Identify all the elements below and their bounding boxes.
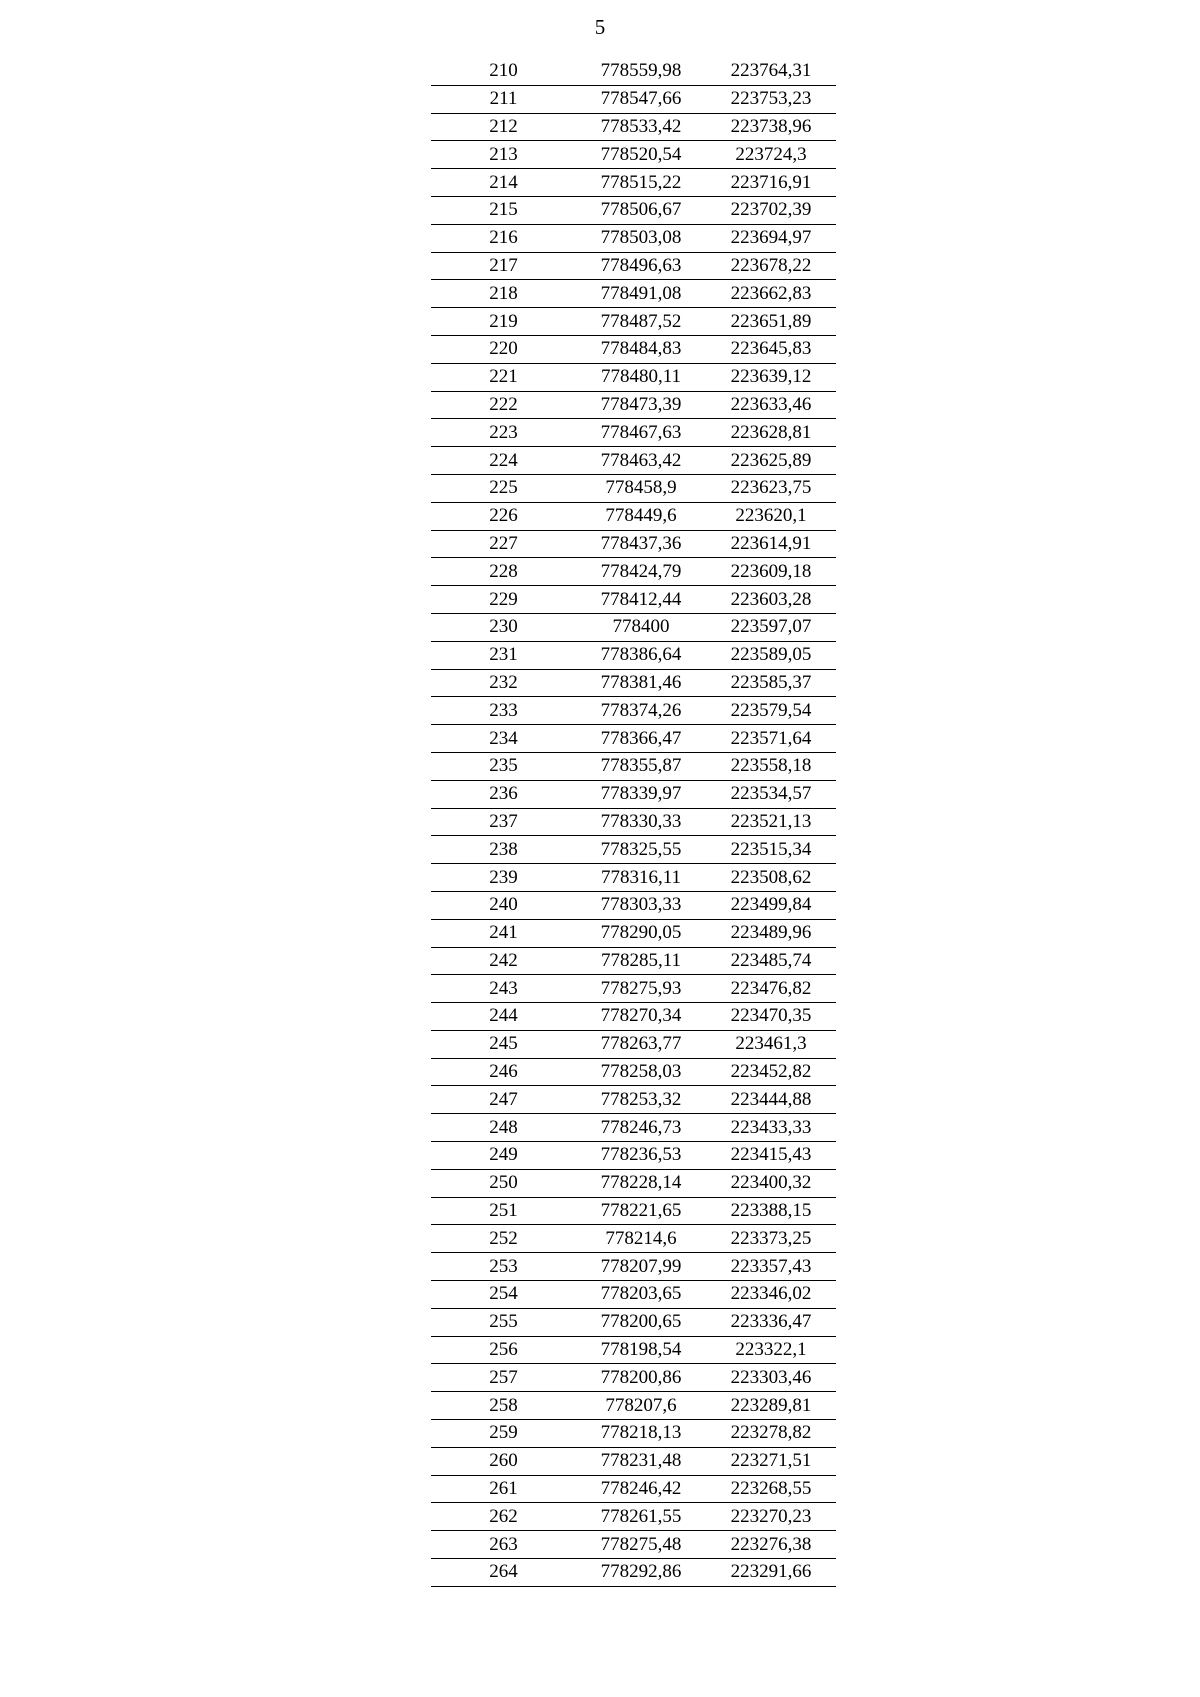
x-coordinate-cell: 778339,97 — [576, 780, 706, 808]
table-row — [431, 1336, 836, 1364]
point-number-cell: 257 — [431, 1364, 576, 1392]
table-row — [431, 1058, 836, 1086]
page-number: 5 — [594, 15, 606, 39]
y-coordinate-cell: 223738,96 — [706, 113, 836, 141]
table-row — [431, 363, 836, 391]
y-coordinate-cell: 223271,51 — [706, 1447, 836, 1475]
x-coordinate-cell: 778437,36 — [576, 530, 706, 558]
table-row — [431, 1030, 836, 1058]
point-number-cell: 255 — [431, 1308, 576, 1336]
x-coordinate-cell: 778198,54 — [576, 1336, 706, 1364]
table-row — [431, 1420, 836, 1448]
point-number-cell: 217 — [431, 252, 576, 280]
table-row — [431, 502, 836, 530]
y-coordinate-cell: 223639,12 — [706, 363, 836, 391]
table-row — [431, 1225, 836, 1253]
y-coordinate-cell: 223444,88 — [706, 1086, 836, 1114]
point-number-cell: 220 — [431, 335, 576, 363]
x-coordinate-cell: 778484,83 — [576, 335, 706, 363]
table-row — [431, 280, 836, 308]
x-coordinate-cell: 778424,79 — [576, 558, 706, 586]
x-coordinate-cell: 778200,86 — [576, 1364, 706, 1392]
x-coordinate-cell: 778325,55 — [576, 836, 706, 864]
point-number-cell: 254 — [431, 1281, 576, 1309]
x-coordinate-cell: 778285,11 — [576, 947, 706, 975]
point-number-cell: 234 — [431, 725, 576, 753]
x-coordinate-cell: 778515,22 — [576, 169, 706, 197]
x-coordinate-cell: 778386,64 — [576, 641, 706, 669]
point-number-cell: 223 — [431, 419, 576, 447]
x-coordinate-cell: 778496,63 — [576, 252, 706, 280]
x-coordinate-cell: 778261,55 — [576, 1503, 706, 1531]
table-row — [431, 1253, 836, 1281]
y-coordinate-cell: 223461,3 — [706, 1030, 836, 1058]
table-row — [431, 1559, 836, 1587]
y-coordinate-cell: 223623,75 — [706, 474, 836, 502]
table-row — [431, 752, 836, 780]
y-coordinate-cell: 223278,82 — [706, 1420, 836, 1448]
point-number-cell: 221 — [431, 363, 576, 391]
x-coordinate-cell: 778316,11 — [576, 864, 706, 892]
table-row — [431, 1086, 836, 1114]
y-coordinate-cell: 223433,33 — [706, 1114, 836, 1142]
point-number-cell: 247 — [431, 1086, 576, 1114]
x-coordinate-cell: 778503,08 — [576, 224, 706, 252]
table-row — [431, 391, 836, 419]
table-row — [431, 669, 836, 697]
y-coordinate-cell: 223357,43 — [706, 1253, 836, 1281]
y-coordinate-cell: 223270,23 — [706, 1503, 836, 1531]
x-coordinate-cell: 778207,6 — [576, 1392, 706, 1420]
y-coordinate-cell: 223499,84 — [706, 891, 836, 919]
y-coordinate-cell: 223346,02 — [706, 1281, 836, 1309]
table-row — [431, 474, 836, 502]
point-number-cell: 219 — [431, 308, 576, 336]
y-coordinate-cell: 223651,89 — [706, 308, 836, 336]
y-coordinate-cell: 223625,89 — [706, 447, 836, 475]
point-number-cell: 250 — [431, 1169, 576, 1197]
y-coordinate-cell: 223336,47 — [706, 1308, 836, 1336]
x-coordinate-cell: 778458,9 — [576, 474, 706, 502]
point-number-cell: 256 — [431, 1336, 576, 1364]
point-number-cell: 210 — [431, 58, 576, 85]
y-coordinate-cell: 223291,66 — [706, 1559, 836, 1587]
table-row — [431, 196, 836, 224]
point-number-cell: 258 — [431, 1392, 576, 1420]
x-coordinate-cell: 778559,98 — [576, 58, 706, 85]
y-coordinate-cell: 223716,91 — [706, 169, 836, 197]
point-number-cell: 264 — [431, 1559, 576, 1587]
table-row — [431, 335, 836, 363]
table-row — [431, 1308, 836, 1336]
point-number-cell: 222 — [431, 391, 576, 419]
y-coordinate-cell: 223614,91 — [706, 530, 836, 558]
x-coordinate-cell: 778303,33 — [576, 891, 706, 919]
x-coordinate-cell: 778374,26 — [576, 697, 706, 725]
point-number-cell: 252 — [431, 1225, 576, 1253]
coordinates-table-body — [431, 58, 836, 1586]
point-number-cell: 242 — [431, 947, 576, 975]
table-row — [431, 1281, 836, 1309]
point-number-cell: 238 — [431, 836, 576, 864]
x-coordinate-cell: 778263,77 — [576, 1030, 706, 1058]
x-coordinate-cell: 778290,05 — [576, 919, 706, 947]
x-coordinate-cell: 778203,65 — [576, 1281, 706, 1309]
point-number-cell: 231 — [431, 641, 576, 669]
point-number-cell: 211 — [431, 85, 576, 113]
point-number-cell: 244 — [431, 1003, 576, 1031]
point-number-cell: 230 — [431, 613, 576, 641]
y-coordinate-cell: 223724,3 — [706, 141, 836, 169]
x-coordinate-cell: 778207,99 — [576, 1253, 706, 1281]
point-number-cell: 237 — [431, 808, 576, 836]
x-coordinate-cell: 778236,53 — [576, 1142, 706, 1170]
x-coordinate-cell: 778480,11 — [576, 363, 706, 391]
y-coordinate-cell: 223753,23 — [706, 85, 836, 113]
table-row — [431, 558, 836, 586]
table-row — [431, 1003, 836, 1031]
point-number-cell: 259 — [431, 1420, 576, 1448]
table-row — [431, 1475, 836, 1503]
y-coordinate-cell: 223589,05 — [706, 641, 836, 669]
point-number-cell: 216 — [431, 224, 576, 252]
point-number-cell: 262 — [431, 1503, 576, 1531]
table-row — [431, 1197, 836, 1225]
x-coordinate-cell: 778221,65 — [576, 1197, 706, 1225]
table-row — [431, 891, 836, 919]
point-number-cell: 253 — [431, 1253, 576, 1281]
y-coordinate-cell: 223558,18 — [706, 752, 836, 780]
point-number-cell: 251 — [431, 1197, 576, 1225]
table-row — [431, 169, 836, 197]
table-row — [431, 586, 836, 614]
table-row — [431, 224, 836, 252]
y-coordinate-cell: 223452,82 — [706, 1058, 836, 1086]
point-number-cell: 235 — [431, 752, 576, 780]
y-coordinate-cell: 223470,35 — [706, 1003, 836, 1031]
x-coordinate-cell: 778487,52 — [576, 308, 706, 336]
point-number-cell: 228 — [431, 558, 576, 586]
y-coordinate-cell: 223508,62 — [706, 864, 836, 892]
table-row — [431, 1392, 836, 1420]
table-row — [431, 1531, 836, 1559]
x-coordinate-cell: 778400 — [576, 613, 706, 641]
table-row — [431, 1142, 836, 1170]
point-number-cell: 236 — [431, 780, 576, 808]
table-row — [431, 1503, 836, 1531]
point-number-cell: 226 — [431, 502, 576, 530]
x-coordinate-cell: 778533,42 — [576, 113, 706, 141]
table-row — [431, 836, 836, 864]
x-coordinate-cell: 778412,44 — [576, 586, 706, 614]
table-row — [431, 85, 836, 113]
x-coordinate-cell: 778228,14 — [576, 1169, 706, 1197]
y-coordinate-cell: 223702,39 — [706, 196, 836, 224]
table-row — [431, 1364, 836, 1392]
point-number-cell: 260 — [431, 1447, 576, 1475]
y-coordinate-cell: 223633,46 — [706, 391, 836, 419]
table-row — [431, 725, 836, 753]
point-number-cell: 227 — [431, 530, 576, 558]
table-row — [431, 252, 836, 280]
table-row — [431, 613, 836, 641]
y-coordinate-cell: 223571,64 — [706, 725, 836, 753]
table-row — [431, 447, 836, 475]
point-number-cell: 245 — [431, 1030, 576, 1058]
table-row — [431, 808, 836, 836]
x-coordinate-cell: 778520,54 — [576, 141, 706, 169]
x-coordinate-cell: 778231,48 — [576, 1447, 706, 1475]
table-row — [431, 864, 836, 892]
y-coordinate-cell: 223289,81 — [706, 1392, 836, 1420]
table-row — [431, 641, 836, 669]
x-coordinate-cell: 778246,73 — [576, 1114, 706, 1142]
table-row — [431, 697, 836, 725]
y-coordinate-cell: 223489,96 — [706, 919, 836, 947]
x-coordinate-cell: 778355,87 — [576, 752, 706, 780]
point-number-cell: 212 — [431, 113, 576, 141]
x-coordinate-cell: 778473,39 — [576, 391, 706, 419]
point-number-cell: 224 — [431, 447, 576, 475]
y-coordinate-cell: 223662,83 — [706, 280, 836, 308]
point-number-cell: 225 — [431, 474, 576, 502]
x-coordinate-cell: 778467,63 — [576, 419, 706, 447]
table-row — [431, 308, 836, 336]
point-number-cell: 213 — [431, 141, 576, 169]
x-coordinate-cell: 778330,33 — [576, 808, 706, 836]
y-coordinate-cell: 223603,28 — [706, 586, 836, 614]
y-coordinate-cell: 223400,32 — [706, 1169, 836, 1197]
point-number-cell: 248 — [431, 1114, 576, 1142]
x-coordinate-cell: 778547,66 — [576, 85, 706, 113]
x-coordinate-cell: 778275,48 — [576, 1531, 706, 1559]
x-coordinate-cell: 778214,6 — [576, 1225, 706, 1253]
x-coordinate-cell: 778449,6 — [576, 502, 706, 530]
x-coordinate-cell: 778270,34 — [576, 1003, 706, 1031]
y-coordinate-cell: 223515,34 — [706, 836, 836, 864]
table-row — [431, 1169, 836, 1197]
point-number-cell: 263 — [431, 1531, 576, 1559]
x-coordinate-cell: 778275,93 — [576, 975, 706, 1003]
point-number-cell: 218 — [431, 280, 576, 308]
table-row — [431, 530, 836, 558]
point-number-cell: 233 — [431, 697, 576, 725]
coordinates-table — [431, 58, 836, 1587]
x-coordinate-cell: 778200,65 — [576, 1308, 706, 1336]
point-number-cell: 241 — [431, 919, 576, 947]
point-number-cell: 229 — [431, 586, 576, 614]
table-row — [431, 113, 836, 141]
y-coordinate-cell: 223597,07 — [706, 613, 836, 641]
y-coordinate-cell: 223609,18 — [706, 558, 836, 586]
y-coordinate-cell: 223585,37 — [706, 669, 836, 697]
point-number-cell: 261 — [431, 1475, 576, 1503]
y-coordinate-cell: 223322,1 — [706, 1336, 836, 1364]
point-number-cell: 243 — [431, 975, 576, 1003]
y-coordinate-cell: 223303,46 — [706, 1364, 836, 1392]
y-coordinate-cell: 223476,82 — [706, 975, 836, 1003]
y-coordinate-cell: 223388,15 — [706, 1197, 836, 1225]
y-coordinate-cell: 223415,43 — [706, 1142, 836, 1170]
y-coordinate-cell: 223620,1 — [706, 502, 836, 530]
point-number-cell: 240 — [431, 891, 576, 919]
point-number-cell: 246 — [431, 1058, 576, 1086]
x-coordinate-cell: 778258,03 — [576, 1058, 706, 1086]
x-coordinate-cell: 778491,08 — [576, 280, 706, 308]
x-coordinate-cell: 778246,42 — [576, 1475, 706, 1503]
x-coordinate-cell: 778218,13 — [576, 1420, 706, 1448]
y-coordinate-cell: 223268,55 — [706, 1475, 836, 1503]
y-coordinate-cell: 223373,25 — [706, 1225, 836, 1253]
y-coordinate-cell: 223628,81 — [706, 419, 836, 447]
x-coordinate-cell: 778253,32 — [576, 1086, 706, 1114]
point-number-cell: 214 — [431, 169, 576, 197]
y-coordinate-cell: 223678,22 — [706, 252, 836, 280]
y-coordinate-cell: 223276,38 — [706, 1531, 836, 1559]
y-coordinate-cell: 223645,83 — [706, 335, 836, 363]
table-row — [431, 975, 836, 1003]
y-coordinate-cell: 223579,54 — [706, 697, 836, 725]
x-coordinate-cell: 778292,86 — [576, 1559, 706, 1587]
y-coordinate-cell: 223764,31 — [706, 58, 836, 85]
point-number-cell: 215 — [431, 196, 576, 224]
x-coordinate-cell: 778463,42 — [576, 447, 706, 475]
y-coordinate-cell: 223521,13 — [706, 808, 836, 836]
table-row — [431, 1114, 836, 1142]
table-row — [431, 1447, 836, 1475]
point-number-cell: 232 — [431, 669, 576, 697]
table-row — [431, 419, 836, 447]
table-row — [431, 780, 836, 808]
y-coordinate-cell: 223534,57 — [706, 780, 836, 808]
point-number-cell: 249 — [431, 1142, 576, 1170]
table-row — [431, 947, 836, 975]
point-number-cell: 239 — [431, 864, 576, 892]
x-coordinate-cell: 778506,67 — [576, 196, 706, 224]
table-row — [431, 919, 836, 947]
x-coordinate-cell: 778366,47 — [576, 725, 706, 753]
y-coordinate-cell: 223485,74 — [706, 947, 836, 975]
table-row — [431, 58, 836, 85]
x-coordinate-cell: 778381,46 — [576, 669, 706, 697]
table-row — [431, 141, 836, 169]
y-coordinate-cell: 223694,97 — [706, 224, 836, 252]
